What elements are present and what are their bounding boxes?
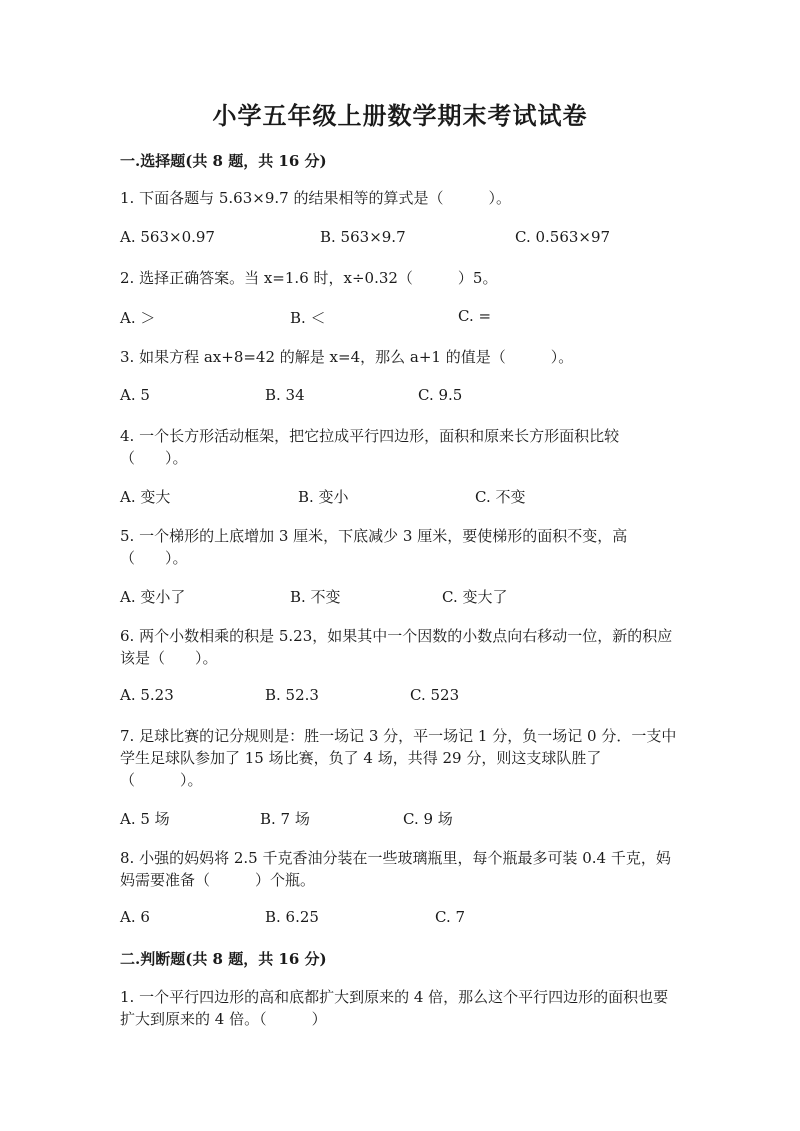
option-c: C. 0.563×97 <box>515 228 611 246</box>
option-b: B. 34 <box>265 386 305 404</box>
choice-question-2: 2. 选择正确答案。当 x=1.6 时，x÷0.32（ ）5。 <box>120 269 498 287</box>
option-b: B. 变小 <box>298 488 349 506</box>
choice-question-5: 5. 一个梯形的上底增加 3 厘米，下底减少 3 厘米，要使梯形的面积不变，高（ ）。 <box>120 527 628 567</box>
choice-options-6 <box>120 686 720 708</box>
option-c: C. 9.5 <box>418 386 463 404</box>
option-c: C. 变大了 <box>442 588 508 606</box>
option-b: B. 不变 <box>290 588 341 606</box>
option-c: C. = <box>458 307 492 325</box>
choice-question-1: 1. 下面各题与 5.63×9.7 的结果相等的算式是（ ）。 <box>120 189 511 207</box>
section-heading-choice: 一.选择题(共 8 题，共 16 分) <box>120 152 327 170</box>
choice-options-8 <box>120 908 720 930</box>
choice-options-4 <box>120 486 720 508</box>
choice-question-3: 3. 如果方程 ax+8=42 的解是 x=4，那么 a+1 的值是（ ）。 <box>120 348 574 366</box>
choice-question-6: 6. 两个小数相乘的积是 5.23，如果其中一个因数的小数点向右移动一位，新的积应该是（ ）。 <box>120 627 673 667</box>
choice-options-1 <box>120 228 720 250</box>
choice-question-4: 4. 一个长方形活动框架，把它拉成平行四边形，面积和原来长方形面积比较（ ）。 <box>120 427 620 467</box>
section-heading-judge: 二.判断题(共 8 题，共 16 分) <box>120 950 327 968</box>
option-b: B. ＜ <box>290 309 326 327</box>
exam-title: 小学五年级上册数学期末考试试卷 <box>212 101 588 130</box>
judge-question-1: 1. 一个平行四边形的高和底都扩大到原来的 4 倍，那么这个平行四边形的面积也要扩大到原来的 4 倍。（ ） <box>120 988 669 1028</box>
choice-question-8: 8. 小强的妈妈将 2.5 千克香油分装在一些玻璃瓶里，每个瓶最多可装 0.4 千克，妈妈需要准备（ ）个瓶。 <box>120 849 671 889</box>
option-c: C. 不变 <box>475 488 526 506</box>
option-a: A. 5.23 <box>120 686 174 704</box>
option-b: B. 563×9.7 <box>320 228 406 246</box>
option-a: A. ＞ <box>120 309 156 327</box>
option-c: C. 523 <box>410 686 460 704</box>
option-a: A. 5 场 <box>120 810 170 828</box>
option-b: B. 52.3 <box>265 686 319 704</box>
option-c: C. 7 <box>435 908 466 926</box>
option-b: B. 6.25 <box>265 908 319 926</box>
choice-options-3 <box>120 386 720 408</box>
option-a: A. 变大 <box>120 488 171 506</box>
choice-options-2 <box>120 307 720 329</box>
choice-options-5 <box>120 586 720 608</box>
choice-options-7 <box>120 808 720 830</box>
option-a: A. 变小了 <box>120 588 186 606</box>
option-a: A. 6 <box>120 908 150 926</box>
option-a: A. 5 <box>120 386 150 404</box>
choice-question-7: 7. 足球比赛的记分规则是：胜一场记 3 分，平一场记 1 分，负一场记 0 分．一支中学生足球队参加了 15 场比赛，负了 4 场，共得 29 分，则这支球队胜了（ ）。 <box>120 727 677 789</box>
option-c: C. 9 场 <box>403 810 453 828</box>
option-b: B. 7 场 <box>260 810 310 828</box>
option-a: A. 563×0.97 <box>120 228 215 246</box>
